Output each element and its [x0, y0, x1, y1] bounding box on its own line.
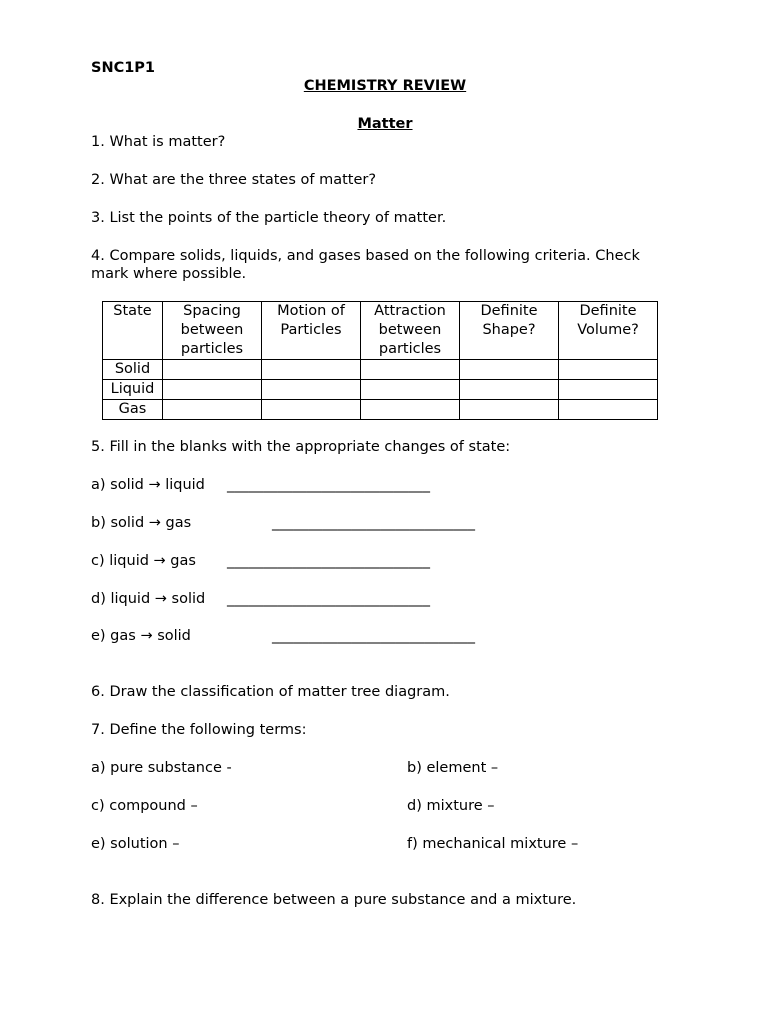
term-mechanical-mixture: f) mechanical mixture – — [407, 836, 579, 852]
header-attraction: Attraction between particles — [361, 302, 460, 360]
term-compound: c) compound – — [91, 798, 198, 814]
course-code: SNC1P1 — [91, 60, 156, 76]
change-a-blank: ____________________________ — [227, 477, 430, 493]
term-element: b) element – — [407, 760, 499, 776]
table-row — [103, 360, 658, 380]
term-mixture: d) mixture – — [407, 798, 495, 814]
page-title: CHEMISTRY REVIEW — [303, 78, 467, 94]
question-8: 8. Explain the difference between a pure substance and a mixture. — [91, 892, 577, 908]
table-row — [103, 380, 658, 400]
header-motion: Motion of Particles — [262, 302, 361, 360]
question-6: 6. Draw the classification of matter tree diagram. — [91, 684, 450, 700]
table-row — [103, 400, 658, 420]
change-d-label: d) liquid → solid — [91, 591, 206, 607]
section-title: Matter — [357, 116, 413, 132]
change-c-blank: ____________________________ — [227, 553, 430, 569]
header-spacing: Spacing between particles — [163, 302, 262, 360]
header-definite-volume: Definite Volume? — [559, 302, 658, 360]
row-label-solid: Solid — [103, 360, 163, 380]
question-4-line-1: 4. Compare solids, liquids, and gases based on the following criteria. Check — [91, 248, 640, 264]
question-5: 5. Fill in the blanks with the appropriate changes of state: — [91, 439, 511, 455]
question-1: 1. What is matter? — [91, 134, 226, 150]
row-label-liquid: Liquid — [103, 380, 163, 400]
change-a-label: a) solid → liquid — [91, 477, 205, 493]
change-e-blank: ____________________________ — [272, 628, 475, 644]
table-header-row — [103, 302, 658, 360]
change-c-label: c) liquid → gas — [91, 553, 196, 569]
header-state: State — [103, 302, 163, 360]
change-b-label: b) solid → gas — [91, 515, 192, 531]
change-b-blank: ____________________________ — [272, 515, 475, 531]
change-d-blank: ____________________________ — [227, 591, 430, 607]
header-definite-shape: Definite Shape? — [460, 302, 559, 360]
question-4-line-2: mark where possible. — [91, 266, 247, 282]
row-label-gas: Gas — [103, 400, 163, 420]
term-solution: e) solution – — [91, 836, 180, 852]
states-comparison-table — [102, 301, 658, 420]
question-3: 3. List the points of the particle theory of matter. — [91, 210, 447, 226]
term-pure-substance: a) pure substance - — [91, 760, 232, 776]
change-e-label: e) gas → solid — [91, 628, 191, 644]
question-7: 7. Define the following terms: — [91, 722, 307, 738]
question-2: 2. What are the three states of matter? — [91, 172, 377, 188]
